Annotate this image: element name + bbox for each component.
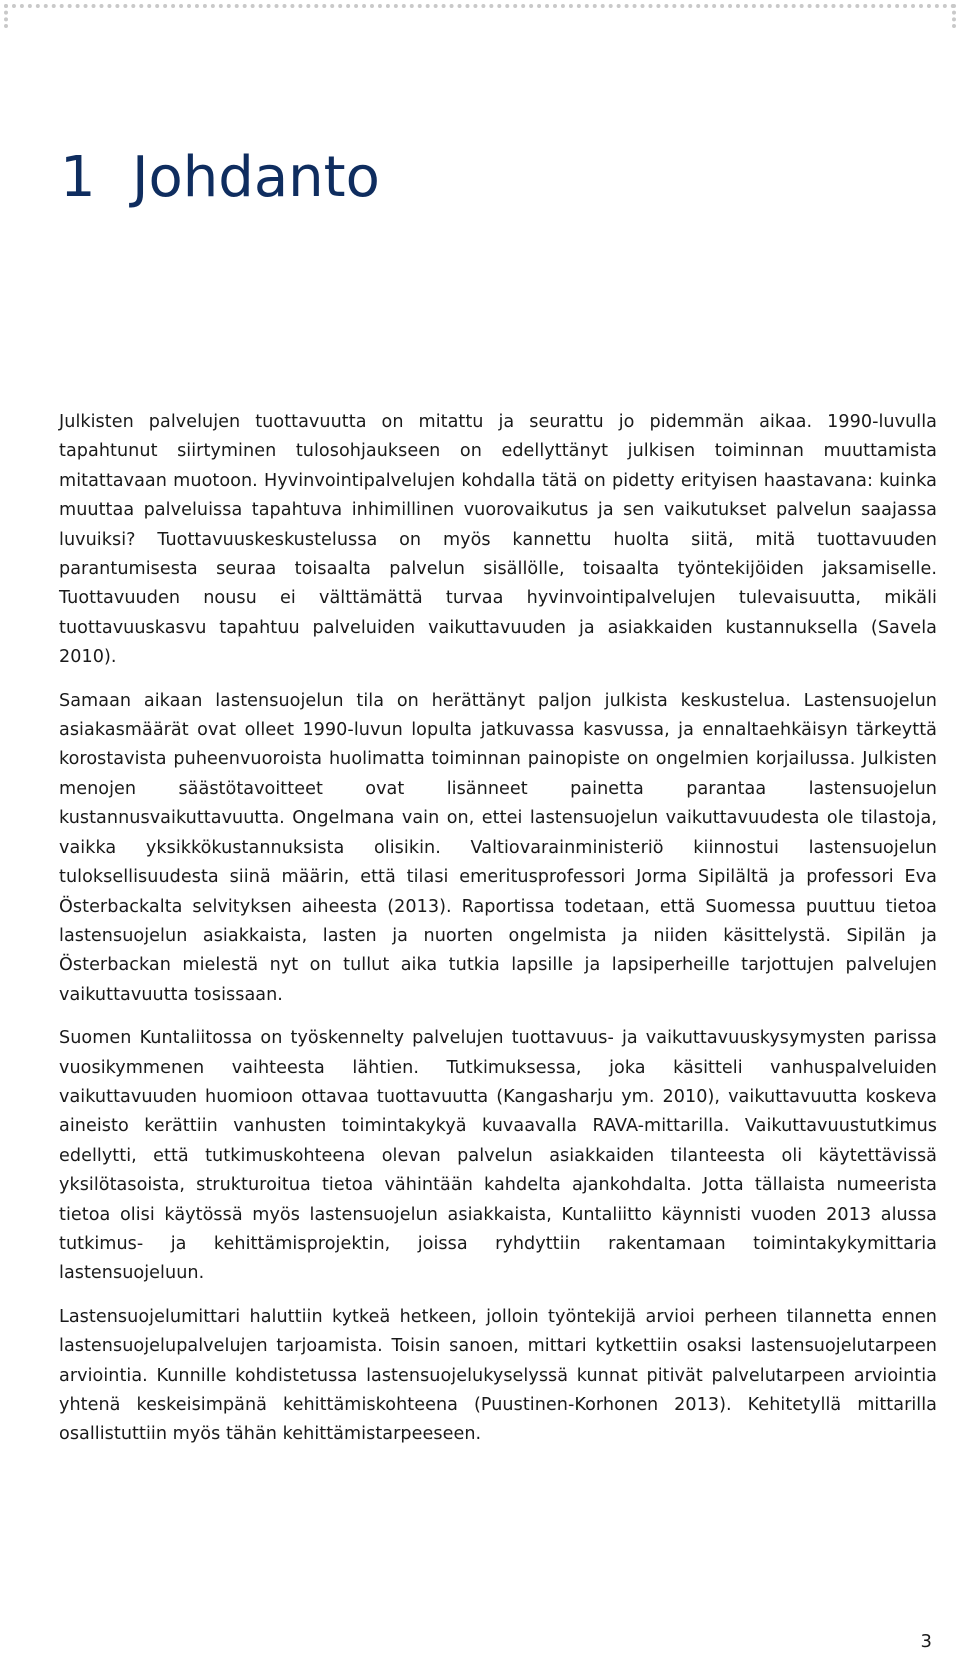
chapter-title: Johdanto [132, 145, 380, 210]
page-top-border [4, 4, 956, 28]
chapter-body [59, 408, 937, 1464]
paragraph-3: Suomen Kuntaliitossa on työskennelty palvelujen tuottavuus- ja vaikuttavuuskysymysten parissa vuosikymmenen vaihteesta lähtien. Tutkimuksessa, joka käsitteli vanhuspalveluiden vaikuttavuuden huomioon ottavaa tuottavuutta (Kangasharju ym. 2010), vaikuttavuutta koskeva aineisto kerättiin vanhusten toimintakykyä kuvaavalla RAVA-mittarilla. Vaikuttavuustutkimus edellytti, että tutkimuskohteena olevan palvelun asiakkaiden tilanteesta oli käytettävissä yksilötasoista, strukturoitua tietoa vähintään kahdelta ajankohdalta. Jotta tällaista numeerista tietoa olisi käytössä myös lastensuojelun asiakkaista, Kuntaliitto käynnisti vuoden 2013 alussa tutkimus- ja kehittämisprojektin, joissa ryhdyttiin rakentamaan toimintakykymittaria lastensuojeluun. [59, 1028, 937, 1284]
chapter-number: 1 [60, 145, 96, 210]
page-number: 3 [920, 1631, 932, 1652]
chapter-heading [60, 145, 380, 210]
paragraph-4: Lastensuojelumittari haluttiin kytkeä hetkeen, jolloin työntekijä arvioi perheen tilannetta ennen lastensuojelupalvelujen tarjoamista. Toisin sanoen, mittari kytkettiin osaksi lastensuojelutarpeen arviointia. Kunnille kohdistetussa lastensuojelukyselyssä kunnat pitivät palvelutarpeen arviointia yhtenä keskeisimpänä kehittämiskohteena (Puustinen-Korhonen 2013). Kehitetyllä mittarilla osallistuttiin myös tähän kehittämistarpeeseen. [59, 1306, 937, 1445]
paragraph-2: Samaan aikaan lastensuojelun tila on herättänyt paljon julkista keskustelua. Lastensuojelun asiakasmäärät ovat olleet 1990-luvun lopulta jatkuvassa kasvussa, ja ennaltaehkäisyn tärkeyttä korostavista puheenvuoroista huolimatta toiminnan painopiste on ongelmien korjailussa. Julkisten menojen säästötavoitteet ovat lisänneet painetta parantaa lastensuojelun kustannusvaikuttavuutta. Ongelmana vain on, ettei lastensuojelun vaikuttavuudesta ole tilastoja, vaikka yksikkökustannuksista olisikin. Valtiovarainministeriö kiinnostui lastensuojelun tuloksellisuudesta siinä määrin, että tilasi emeritusprofessori Jorma Sipilältä ja professori Eva Österbackalta selvityksen aiheesta (2013). Raportissa todetaan, että Suomessa puuttuu tietoa lastensuojelun asiakkaista, lasten ja nuorten ongelmista ja niiden käsittelystä. Sipilän ja Österbackan mielestä nyt on tullut aika tutkia lapsille ja lapsiperheille tarjottujen palvelujen vaikuttavuutta tosissaan. [59, 690, 937, 1005]
paragraph-1: Julkisten palvelujen tuottavuutta on mitattu ja seurattu jo pidemmän aikaa. 1990-luvulla tapahtunut siirtyminen tulosohjaukseen on edellyttänyt julkisen toiminnan muuttamista mitattavaan muotoon. Hyvinvointipalvelujen kohdalla tätä on pidetty erityisen haastavana: kuinka muuttaa palveluissa tapahtuva inhimillinen vuorovaikutus ja sen vaikutukset palvelun saajassa luvuiksi? Tuottavuuskeskustelussa on myös kannettu huolta siitä, mitä tuottavuuden parantumisesta seuraa toisaalta palvelun sisällölle, toisaalta työntekijöiden jaksamiselle. Tuottavuuden nousu ei välttämättä turvaa hyvinvointipalvelujen tulevaisuutta, mikäli tuottavuuskasvu tapahtuu palveluiden vaikuttavuuden ja asiakkaiden kustannuksella (Savela 2010). [59, 412, 937, 668]
